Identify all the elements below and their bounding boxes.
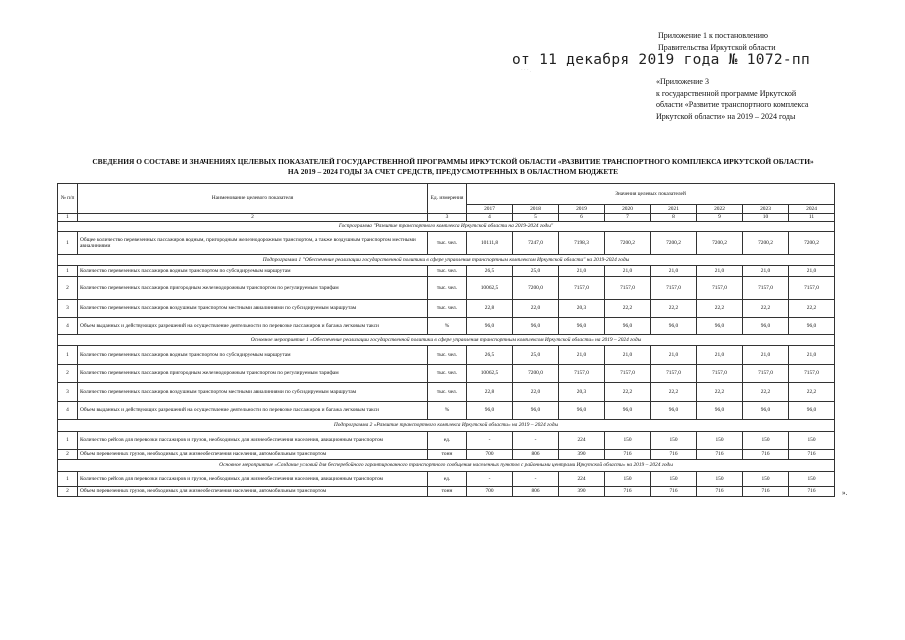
value-cell: 22,2 [697,383,743,402]
value-cell: 22,2 [789,300,835,318]
value-cell: 224 [559,472,605,487]
value-cell: 96,0 [697,318,743,335]
value-cell: 96,0 [789,402,835,420]
section-title: Госпрограмма "Развитие транспортного комплекса Иркутской области на 2019-2024 годы" [58,222,835,232]
value-cell: 20,3 [559,300,605,318]
indicator-row [58,487,835,497]
value-cell: 150 [789,472,835,487]
value-cell: 390 [559,487,605,497]
value-cell: 150 [605,432,651,450]
column-number: 3 [428,214,467,222]
value-cell: 21,0 [605,266,651,277]
indicator-row [58,472,835,487]
header-row [58,184,835,205]
value-cell: 150 [697,432,743,450]
indicator-row [58,277,835,300]
year-header: 2017 [467,205,513,214]
value-cell: 96,0 [559,402,605,420]
indicator-row [58,318,835,335]
closing-quote-mark: ». [842,489,848,497]
value-cell: 716 [697,450,743,460]
value-cell: 716 [743,487,789,497]
indicator-name: Объем выданных и действующих разрешений на осуществление деятельности по перевозке пассажиров и багажа легковым такси [78,318,428,335]
indicator-name: Объем перевезенных грузов, необходимых для жизнеобеспечения населения, автомобильным транспортом [78,450,428,460]
value-cell: 150 [651,472,697,487]
value-cell: 716 [605,450,651,460]
annex-line: области «Развитие транспортного комплекса [656,100,809,109]
indicator-name: Количество перевезенных пассажиров воздушным транспортом местными авиалиниями по субсидируемым маршрутам [78,300,428,318]
value-cell: 22,2 [743,300,789,318]
value-cell: 96,0 [513,318,559,335]
value-cell: 22,0 [513,300,559,318]
value-cell: 716 [651,487,697,497]
value-cell: 96,0 [743,318,789,335]
value-cell: 7157,0 [605,277,651,300]
value-cell: 22,0 [513,383,559,402]
column-number: 7 [605,214,651,222]
column-number: 1 [58,214,78,222]
value-cell: 96,0 [651,318,697,335]
indicator-row [58,266,835,277]
section-row [58,420,835,432]
appendix-line: Правительства Иркутской области [658,42,776,52]
scan-mark: ` ` ` · [521,70,532,75]
value-cell: 22,2 [605,383,651,402]
value-cell: 7200,2 [743,232,789,255]
unit-cell: тыс. чел. [428,383,467,402]
section-row [58,460,835,472]
year-header: 2023 [743,205,789,214]
value-cell: 716 [697,487,743,497]
value-cell: 26,5 [467,346,513,365]
appendix-line: Приложение 1 к постановлению [658,31,769,40]
value-cell: 716 [789,450,835,460]
indicators-table [57,183,835,497]
annex-line: Иркутской области» на 2019 – 2024 годы [656,111,796,121]
value-cell: 7157,0 [789,277,835,300]
section-row [58,222,835,232]
unit-cell: % [428,402,467,420]
value-cell: 700 [467,450,513,460]
value-cell: 21,0 [789,346,835,365]
indicator-row [58,232,835,255]
year-header: 2019 [559,205,605,214]
unit-cell: тыс. чел. [428,266,467,277]
row-number: 2 [58,365,78,383]
year-header: 2024 [789,205,835,214]
value-cell: 21,0 [559,266,605,277]
value-cell: 96,0 [467,402,513,420]
annex-line: к государственной программе Иркутской [656,88,797,98]
value-cell: 22,2 [651,383,697,402]
value-cell: 150 [743,432,789,450]
value-cell: 22,8 [467,300,513,318]
indicator-name: Объем перевезенных грузов, необходимых для жизнеобеспечения населения, автомобильным транспортом [78,487,428,497]
value-cell: 96,0 [743,402,789,420]
section-title: Подпрограмма 2 «Развитие транспортного комплекса Иркутской области» на 2019 – 2024 годы [58,420,835,432]
value-cell: 716 [651,450,697,460]
row-number: 2 [58,277,78,300]
column-number: 2 [78,214,428,222]
value-cell: 7157,0 [651,365,697,383]
value-cell: 96,0 [559,318,605,335]
indicator-row [58,432,835,450]
row-number: 1 [58,472,78,487]
value-cell: 7200,0 [513,365,559,383]
value-cell: 150 [743,472,789,487]
value-cell: 716 [743,450,789,460]
title-line: НА 2019 – 2024 ГОДЫ ЗА СЧЕТ СРЕДСТВ, ПРЕДУСМОТРЕННЫХ В ОБЛАСТНОМ БЮДЖЕТЕ [287,167,619,176]
year-header: 2021 [651,205,697,214]
value-cell: 21,0 [789,266,835,277]
annex-line: «Приложение 3 [656,77,709,86]
section-title: Подпрограмма 1 "Обеспечение реализации государственной политики в сфере управления транспортным комплексом Иркутской области" на 2019-2024 годы [58,255,835,266]
indicator-name: Количество перевезенных пассажиров воздушным транспортом местными авиалиниями по субсидируемым маршрутам [78,383,428,402]
value-cell: 7247,0 [513,232,559,255]
row-number: 3 [58,300,78,318]
value-cell: 7157,0 [559,277,605,300]
indicator-row [58,402,835,420]
value-cell: 26,5 [467,266,513,277]
indicator-row [58,346,835,365]
column-number: 5 [513,214,559,222]
value-cell: 7157,0 [651,277,697,300]
unit-cell: тыс. чел. [428,346,467,365]
value-cell: 96,0 [697,402,743,420]
value-cell: 7157,0 [789,365,835,383]
value-cell: 22,8 [467,383,513,402]
value-cell: 700 [467,487,513,497]
column-number: 6 [559,214,605,222]
row-number: 2 [58,487,78,497]
value-cell: 806 [513,450,559,460]
value-cell: 25,0 [513,346,559,365]
annex-reference [656,76,808,122]
value-cell: 21,0 [559,346,605,365]
indicator-row [58,300,835,318]
value-cell: 25,0 [513,266,559,277]
header-unit: Ед. измерения [428,184,467,214]
unit-cell: тыс. чел. [428,365,467,383]
value-cell: 7200,2 [697,232,743,255]
value-cell: 7200,0 [513,277,559,300]
value-cell: 21,0 [651,346,697,365]
value-cell: 7157,0 [605,365,651,383]
value-cell: 10111,8 [467,232,513,255]
section-row [58,335,835,346]
header-values: Значения целевых показателей [467,184,835,205]
indicator-name: Объем выданных и действующих разрешений на осуществление деятельности по перевозке пассажиров и багажа легковым такси [78,402,428,420]
value-cell: 22,2 [605,300,651,318]
value-cell: 10062,5 [467,277,513,300]
indicator-name: Количество перевезенных пассажиров водным транспортом по субсидируемым маршрутам [78,346,428,365]
value-cell: 716 [605,487,651,497]
value-cell: 21,0 [697,266,743,277]
order-date-stamp: от 11 декабря 2019 года № 1072-пп [512,52,810,68]
row-number: 1 [58,232,78,255]
value-cell: 22,2 [651,300,697,318]
document-title [58,157,848,177]
value-cell: - [513,432,559,450]
value-cell: 150 [605,472,651,487]
appendix-reference [658,30,776,53]
row-number: 4 [58,402,78,420]
value-cell: 22,2 [743,383,789,402]
unit-cell: тыс. чел. [428,277,467,300]
unit-cell: ед. [428,472,467,487]
indicator-row [58,383,835,402]
value-cell: 7200,2 [605,232,651,255]
row-number: 1 [58,432,78,450]
value-cell: 20,3 [559,383,605,402]
title-line: СВЕДЕНИЯ О СОСТАВЕ И ЗНАЧЕНИЯХ ЦЕЛЕВЫХ ПОКАЗАТЕЛЕЙ ГОСУДАРСТВЕННОЙ ПРОГРАММЫ ИРКУТСКОЙ ОБЛАСТИ «РАЗВИТИЕ ТРАНСПОРТНОГО КОМПЛЕКСА ИРКУТСКОЙ ОБЛАСТИ» [92,157,814,166]
value-cell: 7157,0 [743,277,789,300]
unit-cell: тонн [428,487,467,497]
value-cell: 150 [697,472,743,487]
year-header: 2022 [697,205,743,214]
row-number: 1 [58,266,78,277]
indicator-name: Количество рейсов для перевозки пассажиров и грузов, необходимых для жизнеобеспечения населения, авиационным транспортом [78,472,428,487]
section-row [58,255,835,266]
value-cell: 7198,3 [559,232,605,255]
unit-cell: тыс. чел. [428,300,467,318]
value-cell: 150 [651,432,697,450]
year-header: 2018 [513,205,559,214]
header-num: № п/п [58,184,78,214]
value-cell: 96,0 [467,318,513,335]
value-cell: 96,0 [605,318,651,335]
column-number: 4 [467,214,513,222]
value-cell: 7157,0 [559,365,605,383]
value-cell: - [467,472,513,487]
column-number: 8 [651,214,697,222]
value-cell: 21,0 [651,266,697,277]
indicator-name: Количество перевезенных пассажиров пригородным железнодорожным транспортом по регулируемым тарифам [78,277,428,300]
value-cell: 150 [789,432,835,450]
indicator-name: Общее количество перевезенных пассажиров водным, пригородным железнодорожным транспортом, а также воздушным транспортом местными авиалиниями [78,232,428,255]
value-cell: 21,0 [743,346,789,365]
value-cell: 22,2 [697,300,743,318]
indicator-row [58,450,835,460]
row-number: 3 [58,383,78,402]
year-header: 2020 [605,205,651,214]
value-cell: - [467,432,513,450]
row-number: 4 [58,318,78,335]
unit-cell: ед. [428,432,467,450]
column-number: 10 [743,214,789,222]
value-cell: 21,0 [743,266,789,277]
unit-cell: тыс. чел. [428,232,467,255]
value-cell: 7157,0 [697,365,743,383]
value-cell: 10062,5 [467,365,513,383]
value-cell: 7200,2 [651,232,697,255]
value-cell: 21,0 [605,346,651,365]
indicator-name: Количество рейсов для перевозки пассажиров и грузов, необходимых для жизнеобеспечения населения, авиационным транспортом [78,432,428,450]
column-number: 9 [697,214,743,222]
value-cell: 7157,0 [743,365,789,383]
value-cell: 96,0 [513,402,559,420]
indicator-name: Количество перевезенных пассажиров водным транспортом по субсидируемым маршрутам [78,266,428,277]
value-cell: 806 [513,487,559,497]
unit-cell: % [428,318,467,335]
value-cell: 96,0 [651,402,697,420]
header-name: Наименование целевого показателя [78,184,428,214]
value-cell: 224 [559,432,605,450]
value-cell: 96,0 [605,402,651,420]
unit-cell: тонн [428,450,467,460]
column-numbers-row [58,214,835,222]
value-cell: 21,0 [697,346,743,365]
value-cell: 96,0 [789,318,835,335]
value-cell: 716 [789,487,835,497]
value-cell: 22,2 [789,383,835,402]
section-title: Основное мероприятие «Создание условий для бесперебойного гарантированного транспортного сообщения населенных пунктов с районными центрами Иркутской области» на 2019 – 2024 годы [58,460,835,472]
indicator-name: Количество перевезенных пассажиров пригородным железнодорожным транспортом по регулируемым тарифам [78,365,428,383]
column-number: 11 [789,214,835,222]
section-title: Основное мероприятие 1 «Обеспечение реализации государственной политики в сфере управления транспортным комплексом Иркутской области» на 2019 – 2024 годы [58,335,835,346]
row-number: 2 [58,450,78,460]
value-cell: 7157,0 [697,277,743,300]
indicator-row [58,365,835,383]
value-cell: 7200,2 [789,232,835,255]
value-cell: - [513,472,559,487]
value-cell: 390 [559,450,605,460]
row-number: 1 [58,346,78,365]
